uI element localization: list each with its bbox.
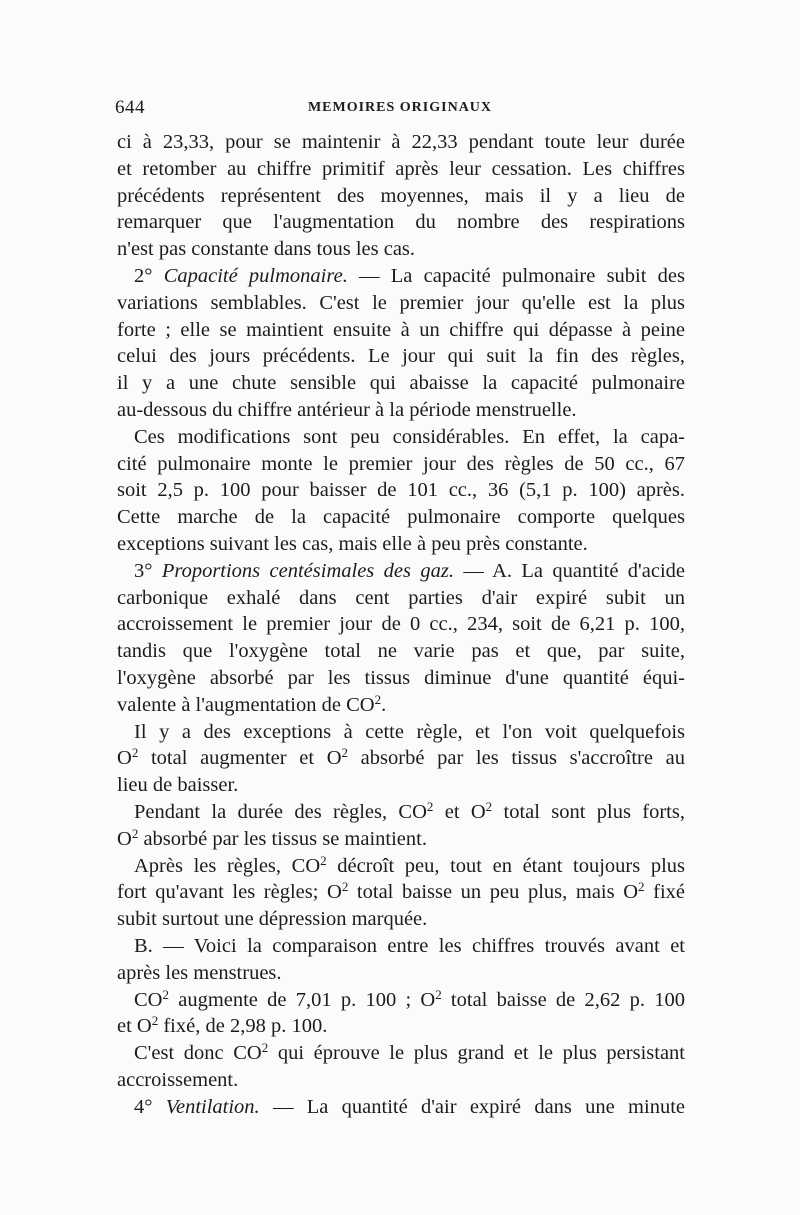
text-segment: O xyxy=(117,827,132,850)
text-segment: exceptions suivant les cas, mais elle à peu près constante. xyxy=(117,532,588,555)
superscript: 2 xyxy=(638,879,645,895)
page-number: 644 xyxy=(115,97,145,118)
text-line xyxy=(117,317,685,344)
text-segment: Il y a des exceptions à cette règle, et l'on voit quelquefois xyxy=(134,720,685,743)
text-line xyxy=(117,692,685,719)
superscript: 2 xyxy=(261,1040,269,1056)
text-segment: 3° xyxy=(134,559,162,582)
superscript: 2 xyxy=(341,745,349,761)
text-segment: l'oxygène absorbé par les tissus diminue d'une quantité équi- xyxy=(117,666,685,689)
text-line xyxy=(117,611,685,638)
text-segment: absorbé par les tissus s'accroître au xyxy=(348,747,685,770)
superscript: 2 xyxy=(485,798,493,814)
text-segment: valente à l'augmentation de CO xyxy=(117,693,375,716)
text-segment: absorbé par les tissus se maintient. xyxy=(138,827,427,850)
superscript: 2 xyxy=(131,825,139,841)
superscript: 2 xyxy=(320,852,327,868)
text-segment: subit surtout une dépression marquée. xyxy=(117,908,428,931)
text-segment: . xyxy=(381,693,387,716)
superscript: 2 xyxy=(162,986,169,1002)
text-segment: ci à 23,33, pour se maintenir à 22,33 pendant toute leur durée xyxy=(117,131,685,153)
text-segment: variations semblables. C'est le premier jour qu'elle est la plus xyxy=(117,291,685,314)
text-line xyxy=(117,1040,685,1067)
italic-heading: Ventilation. xyxy=(165,1095,260,1118)
text-segment: précédents représentent des moyennes, mais il y a lieu de xyxy=(117,184,685,207)
text-segment: décroît peu, tout en étant toujours plus xyxy=(326,854,685,877)
body-text xyxy=(117,129,685,1120)
text-line xyxy=(117,477,685,504)
text-segment: et O xyxy=(117,1015,152,1038)
text-segment: remarquer que l'augmentation du nombre des respirations xyxy=(117,211,685,234)
text-line xyxy=(117,451,685,478)
text-segment: augmente de 7,01 p. 100 ; O xyxy=(168,988,436,1011)
text-line xyxy=(117,719,685,746)
text-segment: au-dessous du chiffre antérieur à la période menstruelle. xyxy=(117,398,577,421)
text-segment: total sont plus forts, xyxy=(492,800,685,823)
text-line xyxy=(117,343,685,370)
text-line xyxy=(117,504,685,531)
text-segment: et retomber au chiffre primitif après leur cessation. Les chiffres xyxy=(117,157,685,180)
text-line xyxy=(117,745,685,772)
text-line xyxy=(117,987,685,1014)
text-segment: carbonique exhalé dans cent parties d'air expiré subit un xyxy=(117,586,685,609)
italic-heading: Proportions centésimales des gaz. xyxy=(161,559,454,582)
text-segment: total baisse de 2,62 p. 100 xyxy=(441,988,685,1011)
text-segment: 4° xyxy=(134,1095,166,1118)
text-line xyxy=(117,906,685,933)
text-line xyxy=(117,370,685,397)
text-segment: fort qu'avant les règles; O xyxy=(117,881,342,904)
text-line xyxy=(117,772,685,799)
text-segment: 2° xyxy=(134,264,164,287)
text-line xyxy=(117,424,685,451)
text-line xyxy=(117,585,685,612)
text-line xyxy=(117,638,685,665)
text-line xyxy=(117,799,685,826)
text-segment: — La capacité pulmonaire subit des xyxy=(347,264,685,287)
text-line xyxy=(117,826,685,853)
superscript: 2 xyxy=(131,745,139,761)
text-segment: lieu de baisser. xyxy=(117,774,239,797)
text-line xyxy=(117,236,685,263)
text-line xyxy=(117,290,685,317)
text-segment: total augmenter et O xyxy=(138,747,342,770)
running-title: MEMOIRES ORIGINAUX xyxy=(307,100,493,115)
text-segment: Après les règles, CO xyxy=(134,854,321,877)
text-line xyxy=(117,1067,685,1094)
text-line xyxy=(117,263,685,290)
text-segment: total baisse un peu plus, mais O xyxy=(348,881,639,904)
superscript: 2 xyxy=(426,798,434,814)
superscript: 2 xyxy=(374,691,382,707)
superscript: 2 xyxy=(341,879,349,895)
superscript: 2 xyxy=(151,1013,159,1029)
text-segment: O xyxy=(117,747,132,770)
text-segment: après les menstrues. xyxy=(117,961,282,984)
text-segment: soit 2,5 p. 100 pour baisser de 101 cc., 36 (5,1 p. 100) après. xyxy=(117,479,685,502)
text-segment: fixé, de 2,98 p. 100. xyxy=(158,1015,328,1038)
text-segment: B. — Voici la comparaison entre les chiffres trouvés avant et xyxy=(134,934,685,957)
text-segment: Ces modifications sont peu considérables. En effet, la capa- xyxy=(134,425,685,448)
text-line xyxy=(117,129,685,156)
text-segment: et O xyxy=(433,800,486,823)
text-line xyxy=(117,879,685,906)
text-segment: n'est pas constante dans tous les cas. xyxy=(117,238,416,261)
text-line xyxy=(117,960,685,987)
text-segment: — La quantité d'air expiré dans une minute xyxy=(259,1095,685,1118)
text-segment: il y a une chute sensible qui abaisse la capacité pulmonaire xyxy=(117,372,685,395)
text-segment: CO xyxy=(134,988,163,1011)
italic-heading: Capacité pulmonaire. xyxy=(163,264,348,287)
text-line xyxy=(117,665,685,692)
text-segment: cité pulmonaire monte le premier jour des règles de 50 cc., 67 xyxy=(117,452,685,475)
text-segment: C'est donc CO xyxy=(134,1042,262,1065)
superscript: 2 xyxy=(435,986,442,1002)
text-line xyxy=(117,397,685,424)
text-segment: Pendant la durée des règles, CO xyxy=(134,800,427,823)
text-line xyxy=(117,209,685,236)
text-segment: accroissement. xyxy=(117,1068,239,1091)
text-line xyxy=(117,1094,685,1121)
text-line xyxy=(117,183,685,210)
text-segment: qui éprouve le plus grand et le plus persistant xyxy=(268,1042,685,1065)
text-line xyxy=(117,558,685,585)
text-segment: celui des jours précédents. Le jour qui suit la fin des règles, xyxy=(117,345,685,368)
text-segment: — A. La quantité d'acide xyxy=(453,559,685,582)
text-segment: tandis que l'oxygène total ne varie pas et que, par suite, xyxy=(117,640,685,663)
page-header xyxy=(115,97,685,127)
text-segment: fixé xyxy=(644,881,685,904)
text-line xyxy=(117,853,685,880)
text-line xyxy=(117,156,685,183)
text-segment: Cette marche de la capacité pulmonaire comporte quelques xyxy=(117,506,685,529)
text-line xyxy=(117,933,685,960)
text-segment: accroissement le premier jour de 0 cc., 234, soit de 6,21 p. 100, xyxy=(117,613,685,636)
text-line xyxy=(117,531,685,558)
text-line xyxy=(117,1013,685,1040)
text-segment: forte ; elle se maintient ensuite à un chiffre qui dépasse à peine xyxy=(117,318,685,341)
